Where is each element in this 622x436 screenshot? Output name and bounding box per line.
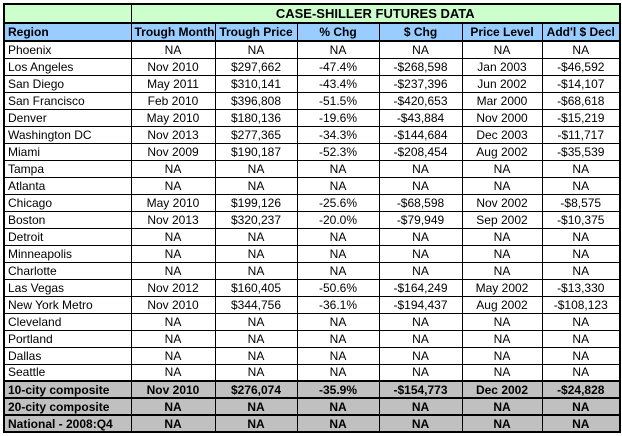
data-cell: -$108,123	[542, 296, 620, 313]
data-cell: NA	[297, 398, 379, 415]
column-header-row	[4, 23, 620, 41]
data-cell: $199,126	[215, 194, 297, 211]
data-cell: May 2011	[131, 75, 215, 92]
table-row	[4, 279, 620, 296]
data-cell: -$10,375	[542, 211, 620, 228]
data-cell: $276,074	[215, 381, 297, 398]
data-cell: May 2010	[131, 194, 215, 211]
table-title: CASE-SHILLER FUTURES DATA	[131, 4, 620, 23]
summary-row	[4, 415, 620, 432]
data-cell: Dec 2002	[462, 381, 542, 398]
data-cell: NA	[379, 262, 462, 279]
data-cell: NA	[379, 398, 462, 415]
region-name-cell: Tampa	[4, 160, 131, 177]
table-row	[4, 245, 620, 262]
data-cell: Jan 2003	[462, 58, 542, 75]
data-cell: Nov 2009	[131, 143, 215, 160]
table-row	[4, 313, 620, 330]
data-cell: -51.5%	[297, 92, 379, 109]
region-name-cell: Boston	[4, 211, 131, 228]
data-cell: NA	[462, 330, 542, 347]
data-cell: NA	[542, 364, 620, 381]
data-cell: -$154,773	[379, 381, 462, 398]
data-cell: NA	[379, 364, 462, 381]
region-name-cell: New York Metro	[4, 296, 131, 313]
table-row	[4, 58, 620, 75]
data-cell: -$237,396	[379, 75, 462, 92]
region-name-cell: Minneapolis	[4, 245, 131, 262]
data-cell: -$420,653	[379, 92, 462, 109]
data-cell: NA	[131, 245, 215, 262]
data-cell: -19.6%	[297, 109, 379, 126]
table-row	[4, 228, 620, 245]
data-cell: NA	[542, 330, 620, 347]
data-cell: NA	[297, 160, 379, 177]
table-row	[4, 126, 620, 143]
region-name-cell: Denver	[4, 109, 131, 126]
data-cell: NA	[462, 228, 542, 245]
data-cell: Aug 2002	[462, 296, 542, 313]
data-cell: Nov 2012	[131, 279, 215, 296]
table-row	[4, 160, 620, 177]
data-cell: -34.3%	[297, 126, 379, 143]
data-cell: NA	[542, 177, 620, 194]
data-cell: NA	[379, 228, 462, 245]
region-name-cell: San Francisco	[4, 92, 131, 109]
region-name-cell: Washington DC	[4, 126, 131, 143]
data-cell: NA	[462, 313, 542, 330]
data-cell: Nov 2002	[462, 194, 542, 211]
table-row	[4, 194, 620, 211]
table-row	[4, 177, 620, 194]
region-name-cell: National - 2008:Q4	[4, 415, 131, 432]
data-cell: NA	[462, 364, 542, 381]
table-row	[4, 330, 620, 347]
table-row	[4, 41, 620, 58]
data-cell: Nov 2000	[462, 109, 542, 126]
column-header-price-level: Price Level	[462, 23, 542, 41]
corner-cell	[4, 4, 131, 23]
data-cell: -$46,592	[542, 58, 620, 75]
data-cell: Nov 2013	[131, 211, 215, 228]
data-cell: NA	[297, 41, 379, 58]
data-cell: -$8,575	[542, 194, 620, 211]
data-cell: -$68,598	[379, 194, 462, 211]
region-name-cell: Miami	[4, 143, 131, 160]
data-cell: NA	[462, 160, 542, 177]
data-cell: -$11,717	[542, 126, 620, 143]
data-cell: NA	[215, 160, 297, 177]
data-cell: NA	[215, 262, 297, 279]
data-cell: Dec 2003	[462, 126, 542, 143]
title-row	[4, 4, 620, 23]
data-cell: NA	[297, 262, 379, 279]
table-row	[4, 75, 620, 92]
table-row	[4, 347, 620, 364]
column-header-add-l-decl: Add'l $ Decl	[542, 23, 620, 41]
data-cell: NA	[297, 313, 379, 330]
data-cell: -$68,618	[542, 92, 620, 109]
data-cell: NA	[131, 262, 215, 279]
data-cell: NA	[131, 398, 215, 415]
table-row	[4, 211, 620, 228]
data-cell: -$144,684	[379, 126, 462, 143]
data-cell: Nov 2013	[131, 126, 215, 143]
data-cell: NA	[542, 41, 620, 58]
data-cell: -52.3%	[297, 143, 379, 160]
data-cell: -$43,884	[379, 109, 462, 126]
data-cell: -20.0%	[297, 211, 379, 228]
data-cell: NA	[297, 347, 379, 364]
data-cell: NA	[131, 228, 215, 245]
data-cell: NA	[462, 41, 542, 58]
data-cell: $320,237	[215, 211, 297, 228]
data-cell: -$194,437	[379, 296, 462, 313]
data-cell: NA	[297, 245, 379, 262]
data-cell: NA	[379, 330, 462, 347]
data-cell: NA	[215, 364, 297, 381]
data-cell: $190,187	[215, 143, 297, 160]
data-cell: Mar 2000	[462, 92, 542, 109]
data-cell: NA	[379, 41, 462, 58]
data-cell: NA	[542, 398, 620, 415]
data-cell: NA	[542, 415, 620, 432]
data-cell: NA	[297, 177, 379, 194]
data-cell: Feb 2010	[131, 92, 215, 109]
column-header-chg: $ Chg	[379, 23, 462, 41]
region-name-cell: Portland	[4, 330, 131, 347]
column-header-region: Region	[4, 23, 131, 41]
data-cell: $160,405	[215, 279, 297, 296]
data-cell: NA	[542, 160, 620, 177]
data-cell: NA	[215, 330, 297, 347]
region-name-cell: Phoenix	[4, 41, 131, 58]
data-cell: NA	[131, 160, 215, 177]
data-cell: NA	[131, 177, 215, 194]
data-cell: NA	[379, 415, 462, 432]
data-cell: -25.6%	[297, 194, 379, 211]
data-cell: NA	[297, 330, 379, 347]
region-name-cell: 20-city composite	[4, 398, 131, 415]
region-name-cell: Las Vegas	[4, 279, 131, 296]
data-cell: May 2002	[462, 279, 542, 296]
data-cell: -36.1%	[297, 296, 379, 313]
data-cell: NA	[131, 364, 215, 381]
data-cell: NA	[379, 347, 462, 364]
table-row	[4, 364, 620, 381]
case-shiller-futures-table	[3, 3, 621, 433]
data-cell: $297,662	[215, 58, 297, 75]
data-cell: -$14,107	[542, 75, 620, 92]
table-row	[4, 262, 620, 279]
data-cell: Nov 2010	[131, 58, 215, 75]
table-row	[4, 92, 620, 109]
data-cell: NA	[131, 313, 215, 330]
data-cell: NA	[379, 160, 462, 177]
table-row	[4, 296, 620, 313]
data-cell: -$15,219	[542, 109, 620, 126]
data-cell: NA	[215, 41, 297, 58]
data-cell: $310,141	[215, 75, 297, 92]
data-cell: -43.4%	[297, 75, 379, 92]
data-cell: NA	[131, 41, 215, 58]
data-cell: NA	[462, 347, 542, 364]
data-cell: Jun 2002	[462, 75, 542, 92]
data-cell: NA	[462, 415, 542, 432]
data-cell: NA	[297, 228, 379, 245]
data-cell: NA	[542, 262, 620, 279]
data-cell: Sep 2002	[462, 211, 542, 228]
region-name-cell: 10-city composite	[4, 381, 131, 398]
data-cell: NA	[542, 245, 620, 262]
data-cell: NA	[215, 313, 297, 330]
column-header-trough-month: Trough Month	[131, 23, 215, 41]
region-name-cell: Chicago	[4, 194, 131, 211]
data-cell: Nov 2010	[131, 296, 215, 313]
data-cell: NA	[462, 245, 542, 262]
data-cell: NA	[379, 245, 462, 262]
data-cell: NA	[462, 398, 542, 415]
data-cell: NA	[379, 313, 462, 330]
data-cell: NA	[379, 177, 462, 194]
data-cell: NA	[215, 177, 297, 194]
data-cell: NA	[215, 347, 297, 364]
data-cell: -47.4%	[297, 58, 379, 75]
data-cell: $277,365	[215, 126, 297, 143]
data-cell: $180,136	[215, 109, 297, 126]
data-cell: NA	[131, 415, 215, 432]
data-cell: $344,756	[215, 296, 297, 313]
data-cell: NA	[131, 347, 215, 364]
data-cell: -$208,454	[379, 143, 462, 160]
region-name-cell: Los Angeles	[4, 58, 131, 75]
data-cell: NA	[297, 415, 379, 432]
region-name-cell: Dallas	[4, 347, 131, 364]
data-cell: -$164,249	[379, 279, 462, 296]
data-cell: NA	[542, 347, 620, 364]
region-name-cell: Cleveland	[4, 313, 131, 330]
data-cell: NA	[215, 398, 297, 415]
data-cell: -$268,598	[379, 58, 462, 75]
data-cell: NA	[215, 415, 297, 432]
region-name-cell: Charlotte	[4, 262, 131, 279]
column-header-chg: % Chg	[297, 23, 379, 41]
column-header-trough-price: Trough Price	[215, 23, 297, 41]
data-cell: NA	[542, 228, 620, 245]
data-cell: -$13,330	[542, 279, 620, 296]
data-cell: -$24,828	[542, 381, 620, 398]
data-cell: -50.6%	[297, 279, 379, 296]
table-row	[4, 143, 620, 160]
region-name-cell: Detroit	[4, 228, 131, 245]
region-name-cell: San Diego	[4, 75, 131, 92]
data-cell: May 2010	[131, 109, 215, 126]
summary-row	[4, 381, 620, 398]
data-cell: NA	[131, 330, 215, 347]
data-cell: Nov 2010	[131, 381, 215, 398]
data-cell: -$79,949	[379, 211, 462, 228]
data-cell: -35.9%	[297, 381, 379, 398]
table-body	[4, 41, 620, 432]
data-cell: NA	[542, 313, 620, 330]
region-name-cell: Atlanta	[4, 177, 131, 194]
data-cell: NA	[462, 177, 542, 194]
data-cell: NA	[215, 245, 297, 262]
region-name-cell: Seattle	[4, 364, 131, 381]
data-cell: NA	[297, 364, 379, 381]
data-cell: $396,808	[215, 92, 297, 109]
table-row	[4, 109, 620, 126]
data-cell: NA	[215, 228, 297, 245]
summary-row	[4, 398, 620, 415]
data-cell: -$35,539	[542, 143, 620, 160]
data-cell: NA	[462, 262, 542, 279]
data-cell: Aug 2002	[462, 143, 542, 160]
